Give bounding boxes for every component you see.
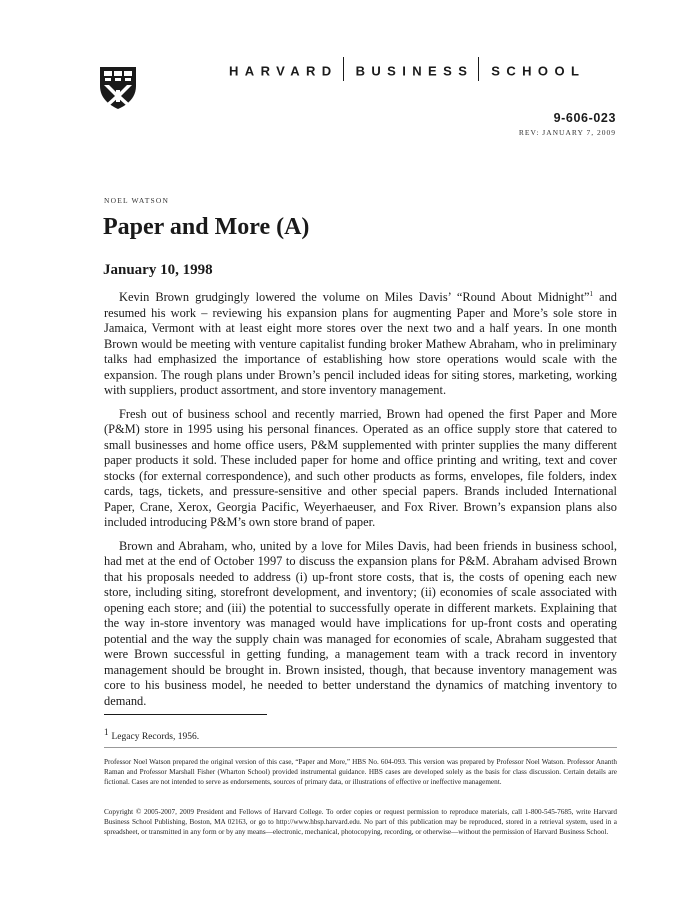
harvard-shield-logo [99, 66, 137, 110]
case-body [104, 290, 617, 717]
footnote-mark: 1 [104, 727, 109, 737]
copyright-notice: Copyright © 2005-2007, 2009 President and Fellows of Harvard College. To order copies or request permission to reproduce materials, call 1-800-545-7685, write Harvard Business School Publishing, Boston, MA 02163, or go to http://www.hbsp.harvard.edu. No part of this publication may be reproduced, stored in a retrieval system, used in a spreadsheet, or transmitted in any form or by any means—electronic, mechanical, photocopying, recording, or otherwise—without the permission of Harvard Business School. [104, 808, 617, 836]
wordmark-divider [343, 57, 344, 81]
case-author: NOEL WATSON [104, 196, 170, 205]
footnote-separator [104, 714, 267, 715]
revision-date: REV: JANUARY 7, 2009 [518, 128, 616, 137]
footnote-text: Legacy Records, 1956. [111, 732, 200, 743]
body-paragraph-3: Brown and Abraham, who, united by a love for Miles Davis, had been friends in business school, had met at the end of October 1997 to discuss the expansion plans for P&M. Abraham advised Brown that his proposals needed to address (i) up-front store costs, that is, the costs of opening each new store, including siting, storefront development, and inventory; (ii) economies of scale associated with opening each store; and (iii) the potential to successfully operate in different markets. Explaining that the way in-store inventory was managed would have implications for up-front costs and operating potential and the way the supply chain was managed for economies of scale, Abraham suggested that were Brown successful in getting funding, a management team with a track record in inventory management should be brought in. Brown insisted, though, that because inventory management was core to his business model, he needed to better understand the dynamics of matching inventory to demand. [104, 538, 617, 708]
case-number: 9-606-023 [553, 111, 616, 125]
footnote-reference: 1 [589, 289, 594, 298]
body-paragraph-1 [104, 290, 617, 399]
footnote [104, 727, 199, 742]
section-date-heading: January 10, 1998 [103, 262, 213, 278]
wordmark-business: BUSINESS [355, 63, 474, 79]
school-wordmark [229, 63, 585, 81]
case-title: Paper and More (A) [103, 214, 310, 240]
wordmark-harvard: HARVARD [229, 63, 338, 79]
fine-print-separator [104, 747, 617, 748]
body-paragraph-2: Fresh out of business school and recently married, Brown had opened the first Paper and More (P&M) store in 1995 using his personal finances. Operated as an office supply store that catered to small businesses and home office users, P&M supplemented with printer supplies the many different paper products it sold. These included paper for home and office printing and writing, text and cover stocks (for external correspondence), and such other products as forms, envelopes, file folders, index cards, tags, tickets, and pressure-sensitive and other special papers. Brands included International Paper, Crane, Xerox, Georgia Pacific, Weyerhaeuser, and Fox River. Brown’s expansion plans also included introducing P&M’s own store brand of paper. [104, 406, 617, 529]
wordmark-divider [478, 57, 479, 81]
paragraph-1-text-end: and resumed his work – reviewing his expansion plans for augmenting Paper and More’s sole store in Jamaica, Vermont with at least eight more stores over the next two and a half years. In one month Brown would be meeting with venture capitalist funding broker Mathew Abraham, who in preliminary talks had emphasized the importance of establishing how store operations would scale with the expansion. The rough plans under Brown’s pencil included ideas for siting stores, marketing, working with suppliers, product assortment, and store inventory management. [104, 290, 617, 397]
preparation-note: Professor Noel Watson prepared the original version of this case, “Paper and More,” HBS No. 604-093. This version was prepared by Professor Noel Watson. Professor Ananth Raman and Professor Marshall Fisher (Wharton School) provided instrumental guidance. HBS cases are developed solely as the basis for class discussion. Certain details are fictional. Cases are not intended to serve as endorsements, sources of primary data, or illustrations of effective or ineffective management. [104, 758, 617, 786]
wordmark-school: SCHOOL [491, 63, 586, 79]
paragraph-1-text-start: Kevin Brown grudgingly lowered the volume on Miles Davis’ “Round About Midnight” [119, 290, 590, 304]
